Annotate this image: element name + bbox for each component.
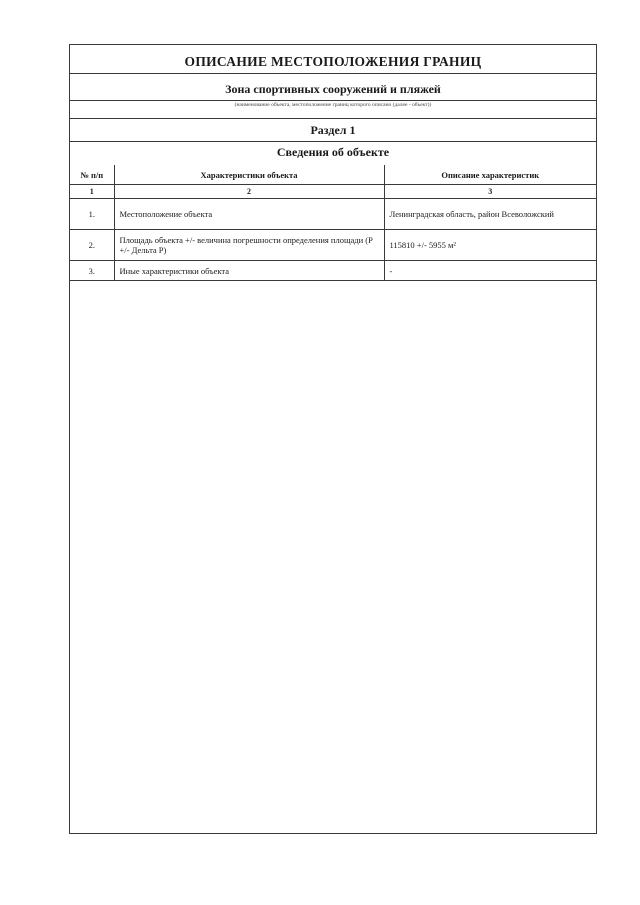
row-index: 2. <box>70 230 114 261</box>
divider <box>70 73 596 74</box>
document-frame <box>69 44 597 834</box>
row-description: - <box>384 261 596 281</box>
column-number: 2 <box>114 185 384 199</box>
column-number: 3 <box>384 185 596 199</box>
table-row <box>70 230 596 261</box>
column-header: Характеристики объекта <box>114 165 384 185</box>
row-characteristic: Местоположение объекта <box>114 199 384 230</box>
row-description: 115810 +/- 5955 м² <box>384 230 596 261</box>
row-index: 3. <box>70 261 114 281</box>
row-description: Ленинградская область, район Всеволожский <box>384 199 596 230</box>
row-index: 1. <box>70 199 114 230</box>
object-name: Зона спортивных сооружений и пляжей <box>225 82 441 96</box>
table-header-row <box>70 165 596 185</box>
table-row <box>70 199 596 230</box>
column-header: Описание характеристик <box>384 165 596 185</box>
divider <box>70 118 596 119</box>
section-title: Раздел 1 <box>310 123 356 137</box>
row-characteristic: Площадь объекта +/- величина погрешности определения площади (P +/- Дельта P) <box>114 230 384 261</box>
divider <box>70 100 596 101</box>
object-name-caption: (наименование объекта, местоположение границ которого описано (далее - объект)) <box>234 102 432 108</box>
column-number: 1 <box>70 185 114 199</box>
divider <box>70 141 596 142</box>
document-title: ОПИСАНИЕ МЕСТОПОЛОЖЕНИЯ ГРАНИЦ <box>184 54 482 69</box>
object-info-table <box>70 165 596 281</box>
section-subtitle: Сведения об объекте <box>276 145 390 159</box>
column-number-row <box>70 185 596 199</box>
column-header: № п/п <box>70 165 114 185</box>
row-characteristic: Иные характеристики объекта <box>114 261 384 281</box>
table-row <box>70 261 596 281</box>
